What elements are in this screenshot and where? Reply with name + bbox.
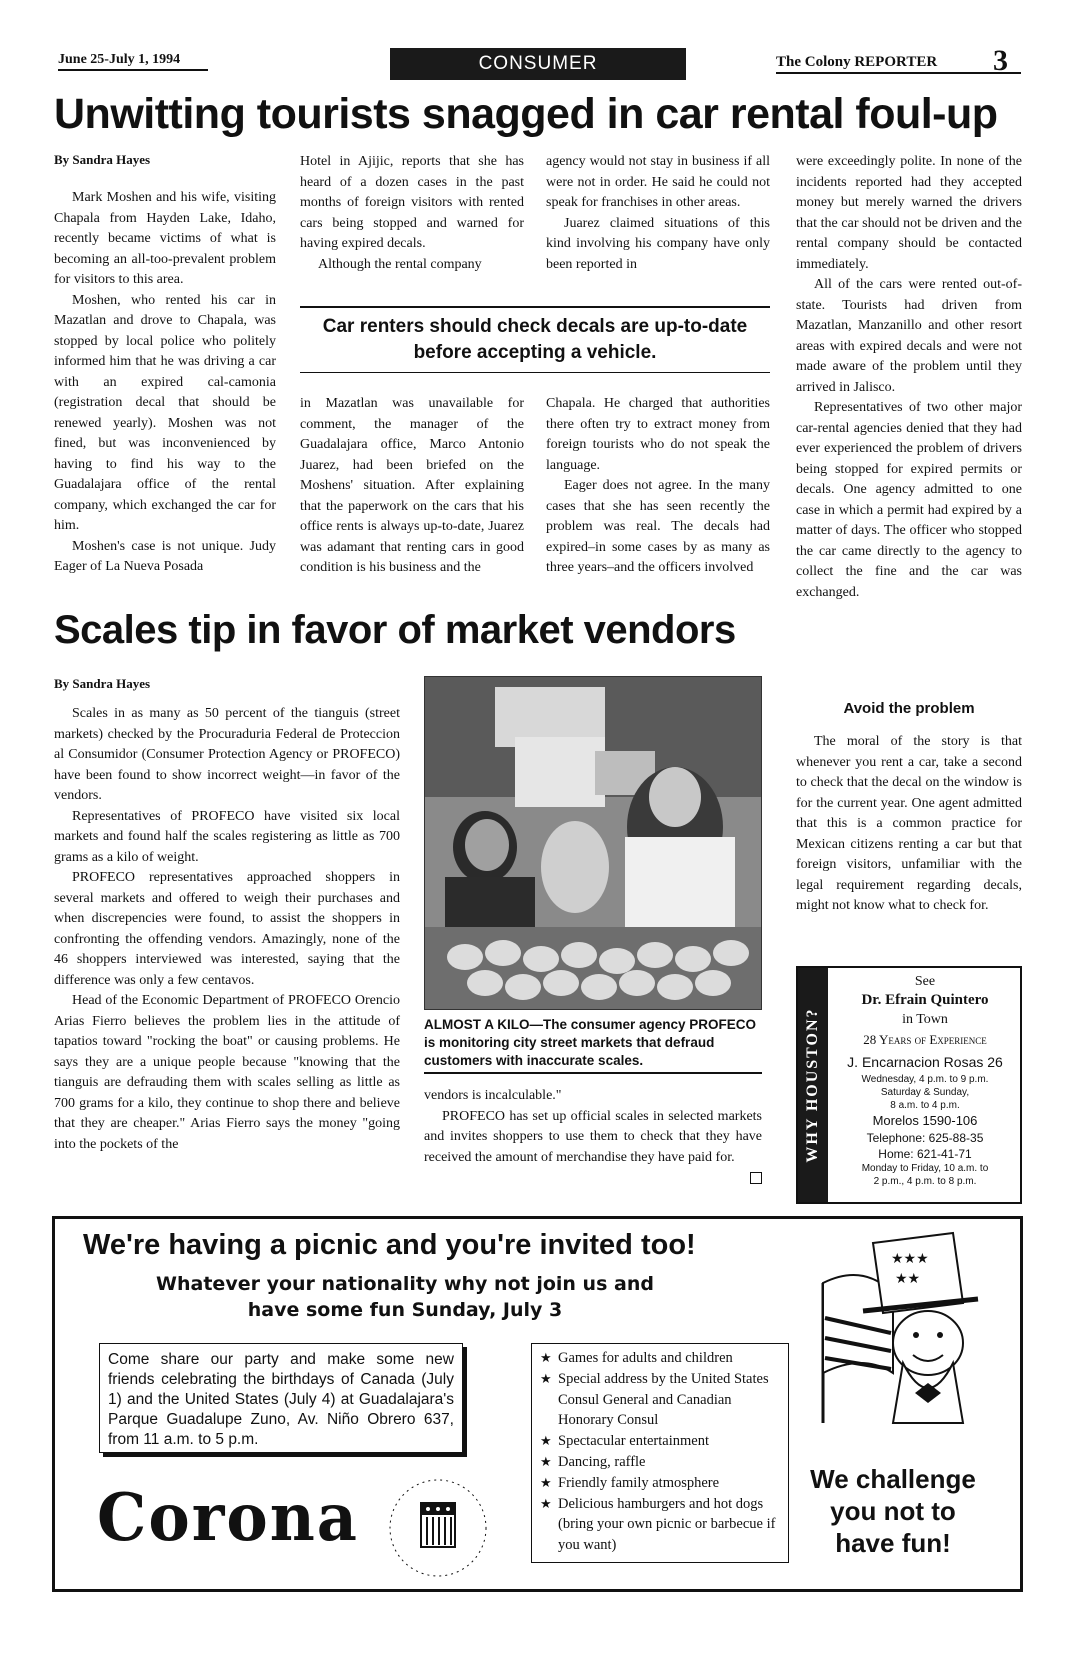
paragraph: All of the cars were rented out-of-state. Tourists had driven from Mazatlan, Manzanillo and other resort areas with expired decals and were not made aware of the problem until they arrived in Jalisco. bbox=[796, 277, 1022, 395]
doctor-home-phone: Home: 621-41-71 bbox=[878, 1147, 972, 1161]
paragraph: in Mazatlan was unavailable for comment, the manager of the Guadalajara office, Marco Antonio Juarez, had been briefed on the Moshens' situation. After explaining that the paperwork on the cars that his office rents is always up-to-date, Juarez was adamant that renting cars in good condition is his business and the bbox=[300, 396, 524, 575]
article2-byline: By Sandra Hayes bbox=[54, 676, 151, 691]
paragraph: Mark Moshen and his wife, visiting Chapala from Hayden Lake, Idaho, recently became victims of what is becoming an all-too-prevalent problem for visitors to this area. bbox=[54, 190, 276, 287]
paragraph: Hotel in Ajijic, reports that she has heard of a dozen cases in the past months of foreign visitors with rented cars being stopped and warned for having expired decals. bbox=[300, 154, 524, 251]
article1-headline: Unwitting tourists snagged in car rental foul-up bbox=[54, 90, 998, 138]
paragraph: PROFECO has set up official scales in selected markets and invites shoppers to use them to check that they have received the amount of merchandise they have paid for. bbox=[424, 1108, 762, 1165]
article1-col1 bbox=[54, 152, 276, 578]
doctor-in-town: in Town bbox=[902, 1012, 948, 1027]
paragraph: were exceedingly polite. In none of the incidents reported had they accepted money but merely warned the drivers that the car should not be driven and the rental company should be contacted immediately. bbox=[796, 154, 1022, 272]
doctor-address2: Morelos 1590-106 bbox=[872, 1113, 978, 1128]
svg-text:★★: ★★ bbox=[895, 1271, 921, 1287]
paper-name: The Colony REPORTER bbox=[776, 54, 938, 70]
article1-col3-bottom bbox=[546, 394, 770, 579]
doctor-address: J. Encarnacion Rosas 26 bbox=[847, 1054, 1003, 1070]
list-item: ★ Spectacular entertainment bbox=[540, 1431, 780, 1452]
paragraph: Scales in as many as 50 percent of the tianguis (street markets) checked by the Procuraduria Federal de Proteccion al Consumidor (Consumer Protection Agency or PROFECO) have been found to show incorrect weight—in favor of the vendors. bbox=[54, 706, 400, 803]
paragraph: vendors is incalculable." bbox=[424, 1088, 562, 1103]
challenge-text: We challenge you not to have fun! bbox=[810, 1464, 976, 1558]
list-item: ★ Friendly family atmosphere bbox=[540, 1473, 780, 1494]
market-photo-image bbox=[425, 677, 762, 1010]
article2-col1 bbox=[54, 676, 400, 1155]
paragraph: PROFECO representatives approached shoppers in several markets and offered to weigh their purchases and when discrepencies were found, to assist the shoppers in confronting the offending vendors. Amazingly, none of the 46 shoppers interviewed was interested, saying that the difference was only a few centavos. bbox=[54, 870, 400, 988]
paragraph: Chapala. He charged that authorities there often try to extract money from foreign tourists who do not speak the language. bbox=[546, 396, 770, 473]
consulate-seal-icon bbox=[383, 1473, 493, 1583]
article1-col4-after bbox=[796, 732, 1022, 917]
page-number: 3 bbox=[993, 44, 1008, 77]
pull-quote: Car renters should check decals are up-to-date before accepting a vehicle. bbox=[300, 306, 770, 373]
picnic-subtitle: Whatever your nationality why not join us and have some fun Sunday, July 3 bbox=[156, 1273, 654, 1321]
doctor-hours: Saturday & Sunday, bbox=[880, 1087, 970, 1098]
subheading: Avoid the problem bbox=[843, 700, 975, 717]
paragraph: Representatives of two other major car-rental agencies denied that they had ever experienced the problem of drivers being stopped for expired permits or decals. One agency admitted to one case in which a permit had expired by a matter of days. The officer who stopped the car came directly to the agency to collect the fine and the car was exchanged. bbox=[796, 400, 1022, 600]
doctor-telephone: Telephone: 625-88-35 bbox=[866, 1131, 984, 1145]
doctor-hours: Wednesday, 4 p.m. to 9 p.m. bbox=[861, 1074, 989, 1085]
article1-col3-top bbox=[546, 152, 770, 275]
doctor-see: See bbox=[914, 974, 936, 989]
masthead-rule bbox=[776, 72, 1021, 74]
paragraph: Moshen's case is not unique. Judy Eager of La Nueva Posada bbox=[54, 538, 276, 574]
article1-byline: By Sandra Hayes bbox=[54, 152, 151, 167]
paragraph: Moshen, who rented his car in Mazatlan and drove to Chapala, was stopped by local police who politely informed him that he was driving a car with an expired cal-camonia (registration decal that should be renewed yearly). Moshen was not fined, but was inconvenienced by having to find his way to the Guadalajara office of the rental company, which exchanged the car for him. bbox=[54, 292, 276, 533]
paragraph: The moral of the story is that whenever you rent a car, take a second to check that the decal on the window is for the current year. One agent admitted that this is a common practice for Mexican citizens renting a car but that foreign visitors, unfamiliar with the legal requirement regarding decals, might not know what to check for. bbox=[796, 734, 1022, 913]
doctor-experience: 28 Years of Experience bbox=[863, 1032, 987, 1047]
picnic-title: We're having a picnic and you're invited too! bbox=[83, 1229, 696, 1261]
paragraph: Although the rental company bbox=[318, 256, 482, 272]
list-item: ★ Games for adults and children bbox=[540, 1348, 780, 1369]
doctor-hours: Monday to Friday, 10 a.m. to bbox=[861, 1163, 989, 1174]
article2-headline: Scales tip in favor of market vendors bbox=[54, 608, 736, 652]
doctor-hours: 8 a.m. to 4 p.m. bbox=[890, 1100, 960, 1111]
paragraph: Head of the Economic Department of PROFECO Orencio Arias Fierro believes the problem lies in the attitude of tapatios toward "rocking the boat" or causing problems. He says they are a unique people because "knowing that the tianguis are defrauding them with scales selling as little as 700 grams for a kilo, they continue to shop there and believe that they are cheaper." Arias Fierro says the money "going into the pockets of the bbox=[54, 993, 400, 1152]
paragraph: agency would not stay in business if all were not in order. He said he could not speak for franchises in other areas. bbox=[546, 154, 770, 210]
photo-caption: ALMOST A KILO—The consumer agency PROFECO is monitoring city street markets that defraud customers with inaccurate scales. bbox=[424, 1016, 762, 1074]
section-banner: CONSUMER bbox=[390, 48, 686, 80]
svg-text:★★★: ★★★ bbox=[891, 1251, 929, 1267]
article2-col2-after bbox=[424, 1086, 762, 1168]
uncle-sam-icon bbox=[803, 1223, 1003, 1453]
doctor-ad-sidebar bbox=[798, 968, 828, 1202]
corona-logo: Corona bbox=[97, 1479, 359, 1556]
invite-box: Come share our party and make some new friends celebrating the birthdays of Canada (July 1) and the United States (July 4) at Guadalajara's Parque Guadalupe Zuno, Av. Niño Obrero 637, from 11 a.m. to 5 p.m. bbox=[99, 1343, 463, 1453]
paragraph: Eager does not agree. In the many cases that she has seen recently the problem was real. The decals had expired–in some cases by as many as three years–and the officers involved bbox=[546, 478, 770, 575]
doctor-name: Dr. Efrain Quintero bbox=[861, 992, 989, 1008]
doctor-ad bbox=[796, 966, 1022, 1204]
article1-col2-top bbox=[300, 152, 524, 275]
end-mark-icon bbox=[750, 1172, 762, 1184]
list-item: ★ Delicious hamburgers and hot dogs (bring your own picnic or barbecue if you want) bbox=[540, 1494, 780, 1556]
market-photo bbox=[424, 676, 762, 1010]
list-item: ★ Dancing, raffle bbox=[540, 1452, 780, 1473]
issue-date: June 25-July 1, 1994 bbox=[58, 52, 208, 71]
article1-col2-bottom bbox=[300, 394, 524, 579]
doctor-ad-body bbox=[830, 972, 1020, 1188]
picnic-ad bbox=[52, 1216, 1023, 1592]
doctor-hours: 2 p.m., 4 p.m. to 8 p.m. bbox=[873, 1176, 977, 1187]
list-item: ★ Special address by the United States Consul General and Canadian Honorary Consul bbox=[540, 1369, 780, 1431]
events-list bbox=[531, 1343, 789, 1563]
sidebar-text: WHY HOUSTON? bbox=[804, 1007, 821, 1163]
article1-col4 bbox=[796, 152, 1022, 603]
paragraph: Representatives of PROFECO have visited six local markets and found half the scales registering as little as 700 grams as a kilo of weight. bbox=[54, 808, 400, 865]
paragraph: Juarez claimed situations of this kind involving his company have only been reported in bbox=[546, 215, 770, 272]
